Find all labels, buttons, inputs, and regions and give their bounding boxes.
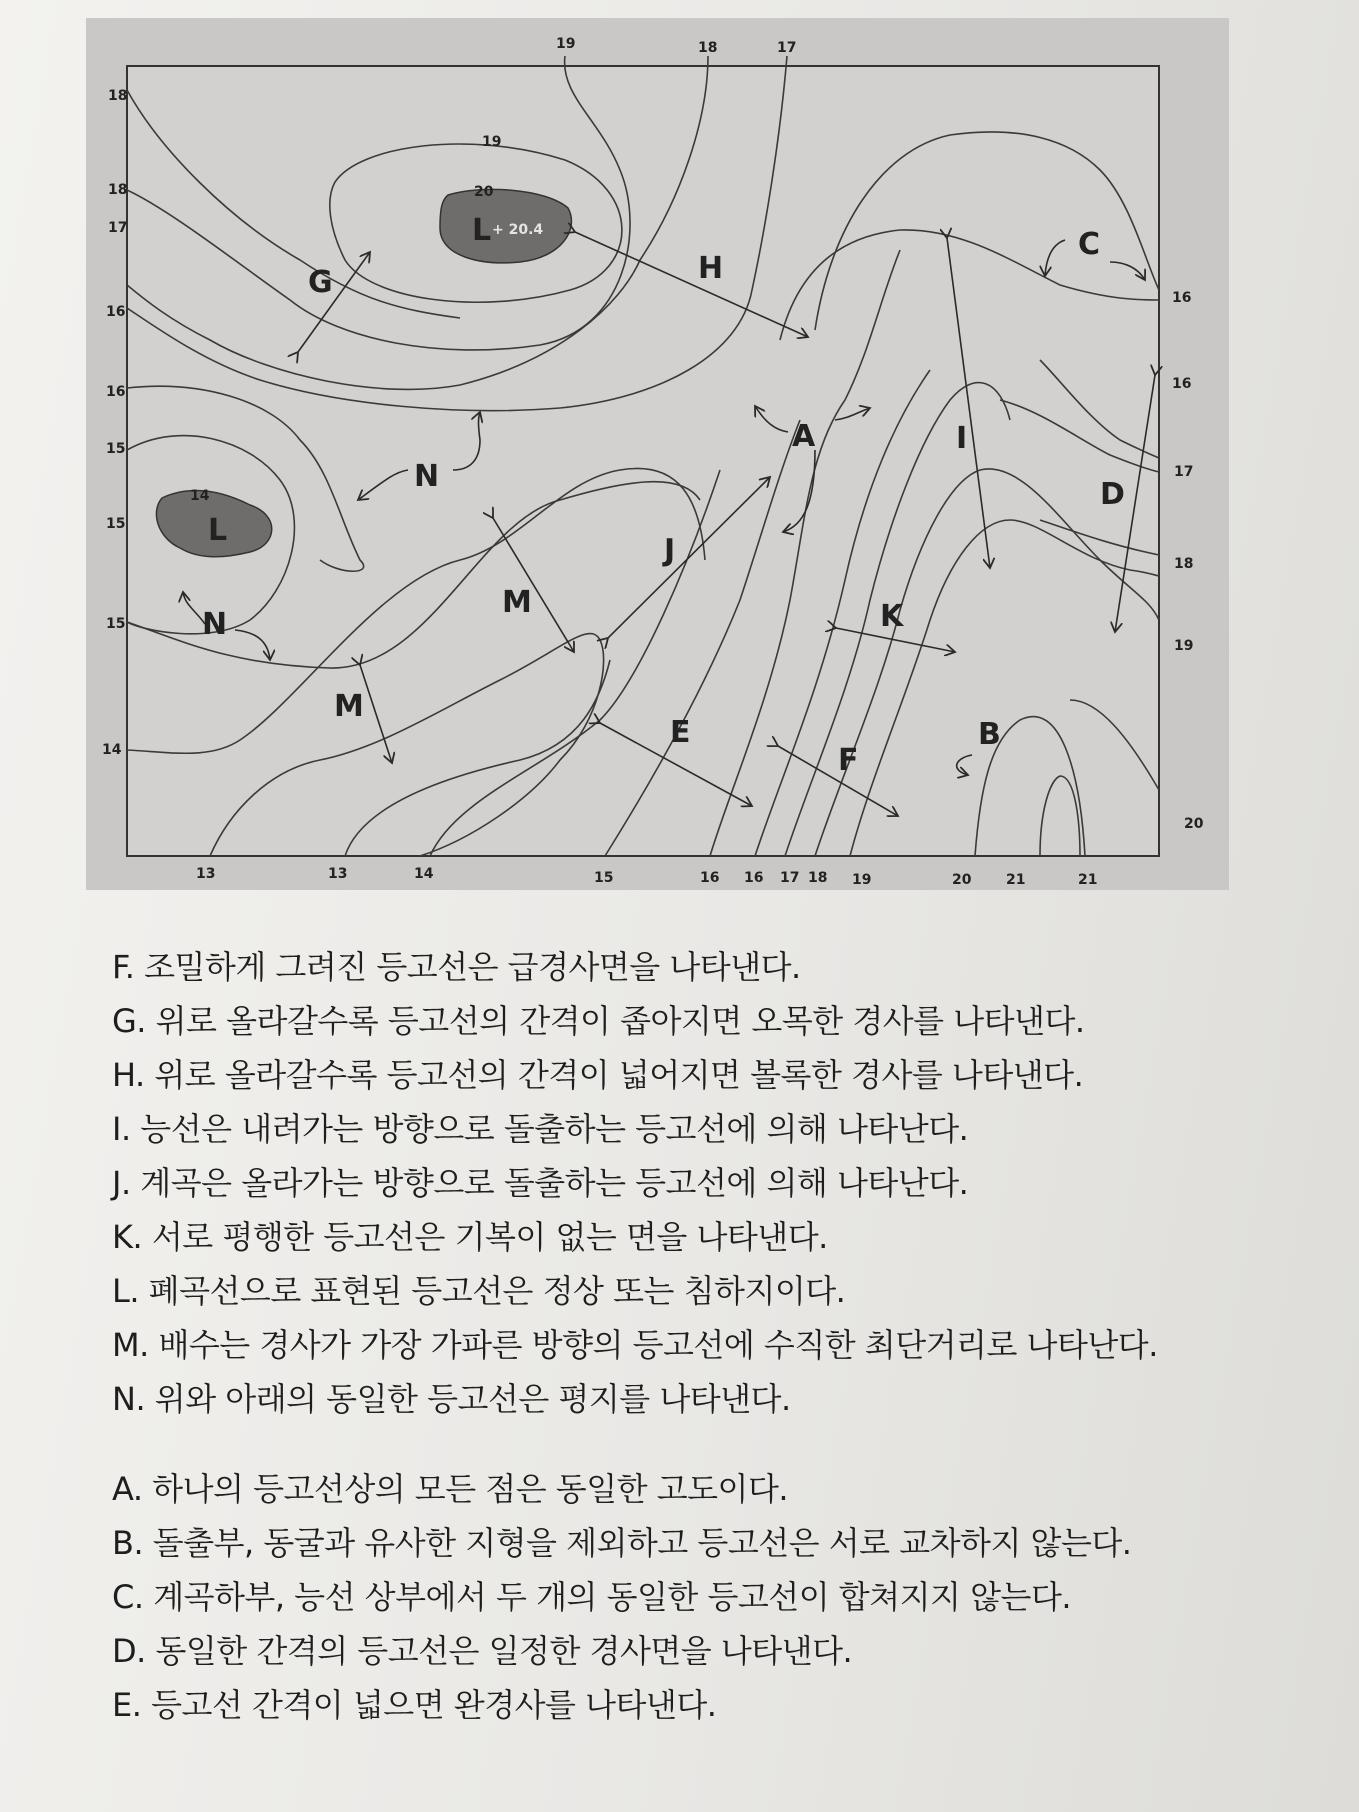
tick-bottom-9: 19 bbox=[852, 872, 872, 888]
label-G: G bbox=[308, 265, 333, 300]
tick-bottom-10: 20 bbox=[952, 872, 972, 888]
label-B: B bbox=[978, 717, 1001, 752]
statement-M: M. 배수는 경사가 가장 가파른 방향의 등고선에 수직한 최단거리로 나타난다. bbox=[112, 1326, 1158, 1364]
label-N-bottom: N bbox=[202, 607, 228, 642]
contour-map bbox=[86, 18, 1229, 890]
label-H: H bbox=[698, 251, 724, 286]
statement-K: K. 서로 평행한 등고선은 기복이 없는 면을 나타낸다. bbox=[112, 1218, 828, 1256]
left-tick-labels bbox=[102, 88, 127, 758]
statement-G: G. 위로 올라갈수록 등고선의 간격이 좁아지면 오목한 경사를 나타낸다. bbox=[112, 1002, 1085, 1040]
label-J: J bbox=[664, 533, 676, 568]
label-K: K bbox=[880, 599, 904, 634]
tick-bottom-3: 14 bbox=[414, 866, 434, 882]
statement-A: A. 하나의 등고선상의 모든 점은 동일한 고도이다. bbox=[112, 1470, 789, 1508]
tick-right-6: 20 bbox=[1184, 816, 1204, 832]
tick-bottom-4: 15 bbox=[594, 870, 614, 886]
tick-left-4: 16 bbox=[106, 304, 126, 320]
bottom-tick-labels bbox=[196, 866, 1097, 888]
top-tick-labels bbox=[556, 36, 796, 56]
statement-L: L. 폐곡선으로 표현된 등고선은 정상 또는 침하지이다. bbox=[112, 1272, 846, 1310]
tick-bottom-11: 21 bbox=[1006, 872, 1026, 888]
tick-bottom-5: 16 bbox=[700, 870, 720, 886]
tick-right-4: 18 bbox=[1174, 556, 1194, 572]
statement-B: B. 돌출부, 동굴과 유사한 지형을 제외하고 등고선은 서로 교차하지 않는다. bbox=[112, 1524, 1132, 1562]
map-frame bbox=[127, 66, 1159, 856]
statement-I: I. 능선은 내려가는 방향으로 돌출하는 등고선에 의해 나타난다. bbox=[112, 1110, 969, 1148]
right-tick-labels bbox=[1172, 290, 1204, 832]
tick-bottom-1: 13 bbox=[196, 866, 216, 882]
peak-elevation-label: + 20.4 bbox=[492, 222, 544, 238]
label-M-center: M bbox=[502, 585, 532, 620]
tick-right-5: 19 bbox=[1174, 638, 1194, 654]
contour-map-panel bbox=[86, 18, 1229, 890]
tick-left-9: 14 bbox=[102, 742, 122, 758]
tick-bottom-12: 21 bbox=[1078, 872, 1098, 888]
group-gap bbox=[112, 1426, 1312, 1462]
statement-F: F. 조밀하게 그려진 등고선은 급경사면을 나타낸다. bbox=[112, 948, 801, 986]
label-C: C bbox=[1078, 227, 1101, 262]
label-L-top: L bbox=[472, 213, 492, 248]
tick-bottom-8: 18 bbox=[808, 870, 828, 886]
statement-N: N. 위와 아래의 동일한 등고선은 평지를 나타낸다. bbox=[112, 1380, 791, 1418]
tick-top-1: 19 bbox=[556, 36, 576, 52]
label-I: I bbox=[956, 421, 968, 456]
tick-top-3: 17 bbox=[777, 40, 797, 56]
tick-bottom-7: 17 bbox=[780, 870, 800, 886]
label-M-bottom: M bbox=[334, 689, 364, 724]
statement-E: E. 등고선 간격이 넓으면 완경사를 나타낸다. bbox=[112, 1686, 717, 1724]
label-L-left: L bbox=[208, 513, 228, 548]
tick-left-1: 18 bbox=[108, 88, 128, 104]
statement-D: D. 동일한 간격의 등고선은 일정한 경사면을 나타낸다. bbox=[112, 1632, 853, 1670]
tick-right-1: 16 bbox=[1172, 290, 1192, 306]
contour-label-14: 14 bbox=[190, 488, 210, 504]
tick-left-3: 17 bbox=[108, 220, 128, 236]
label-N-top: N bbox=[414, 459, 440, 494]
tick-bottom-6: 16 bbox=[744, 870, 764, 886]
tick-top-2: 18 bbox=[698, 40, 718, 56]
statement-H: H. 위로 올라갈수록 등고선의 간격이 넓어지면 볼록한 경사를 나타낸다. bbox=[112, 1056, 1084, 1094]
tick-left-7: 15 bbox=[106, 516, 126, 532]
tick-left-5: 16 bbox=[106, 384, 126, 400]
statement-C: C. 계곡하부, 능선 상부에서 두 개의 동일한 등고선이 합쳐지지 않는다. bbox=[112, 1578, 1072, 1616]
label-F: F bbox=[838, 743, 859, 778]
tick-left-6: 15 bbox=[106, 441, 126, 457]
label-A: A bbox=[792, 419, 816, 454]
tick-bottom-2: 13 bbox=[328, 866, 348, 882]
contour-label-20: 20 bbox=[474, 184, 494, 200]
tick-right-2: 16 bbox=[1172, 376, 1192, 392]
tick-left-8: 15 bbox=[106, 616, 126, 632]
label-D: D bbox=[1100, 477, 1125, 512]
tick-left-2: 18 bbox=[108, 182, 128, 198]
statement-J: J. 계곡은 올라가는 방향으로 돌출하는 등고선에 의해 나타난다. bbox=[112, 1164, 969, 1202]
tick-right-3: 17 bbox=[1174, 464, 1194, 480]
statement-list bbox=[112, 940, 1312, 1732]
label-E: E bbox=[670, 715, 691, 750]
contour-label-19: 19 bbox=[482, 134, 502, 150]
